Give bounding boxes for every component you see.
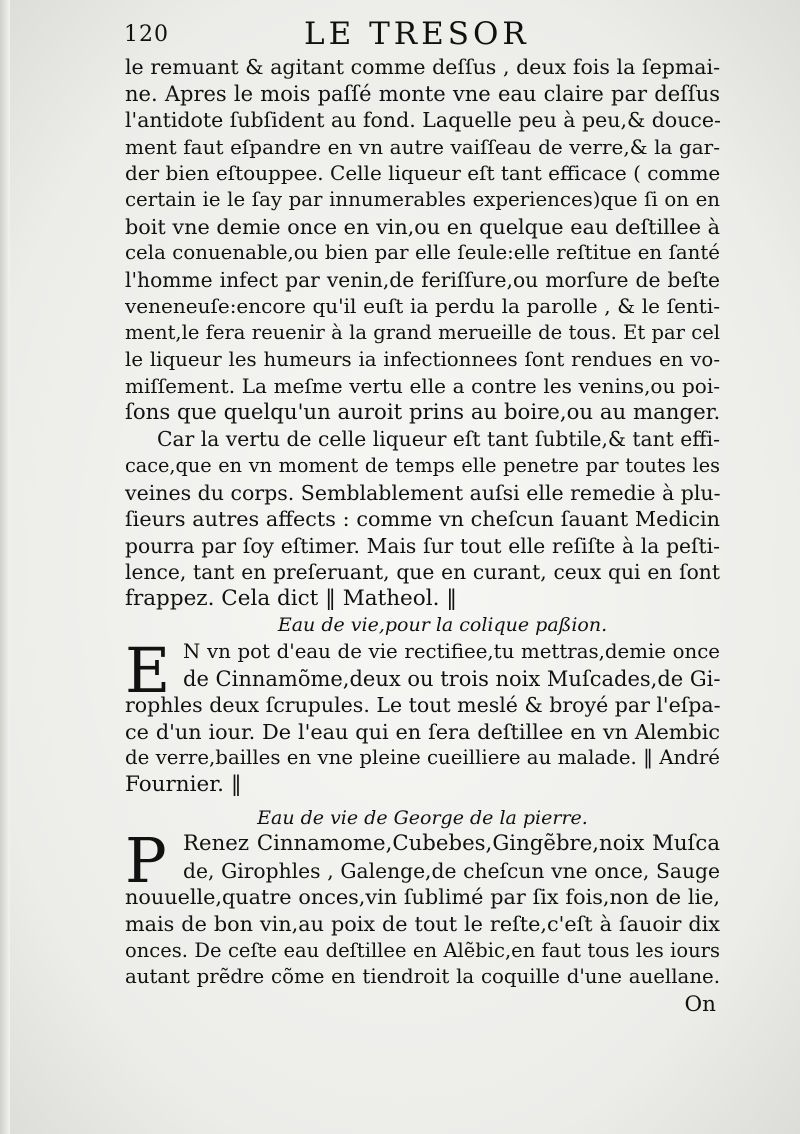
text-line: de verre,bailles en vne pleine cueilliere au malade. ‖ André [125, 746, 720, 770]
text-line: miſſement. La meſme vertu elle a contre les venins,ou poi- [125, 374, 720, 399]
text-line: ne. Apres le mois paſſé monte vne eau claire par deſſus [125, 81, 720, 106]
text-line: de, Girophles , Galenge,de cheſcun vne once, Sauge [183, 858, 720, 883]
section-heading-george: Eau de vie de George de la pierre. [257, 806, 588, 829]
text-line: boit vne demie once en vin,ou en quelque eau deſtillee à [125, 214, 720, 239]
text-line: N vn pot d'eau de vie rectifiee,tu mettras,demie once [183, 640, 720, 664]
text-line: cace,que en vn moment de temps elle penetre par toutes les [125, 453, 720, 477]
text-line: ſons que quelqu'un auroit prins au boire,ou au manger. [125, 399, 721, 425]
text-line: Renez Cinnamome,Cubebes,Gingẽbre,noix Muſca [183, 831, 720, 857]
page-gutter-shadow [0, 0, 10, 1134]
page-header [124, 14, 724, 50]
section-george [125, 824, 720, 991]
running-title: LE TRESOR [304, 16, 530, 52]
text-block [125, 54, 720, 1019]
text-line: ment,le fera reuenir à la grand merueille de tous. Et par cel [125, 320, 720, 344]
text-line: ce d'un iour. De l'eau qui en ſera deſtillee en vn Alembic [125, 719, 720, 744]
text-line: ment faut eſpandre en vn autre vaiſſeau de verre,& la gar- [125, 134, 720, 159]
text-line: le remuant & agitant comme deſſus , deux fois la ſepmai- [125, 55, 720, 79]
text-line: frappez. Cela dict ‖ Matheol. ‖ [125, 585, 458, 611]
text-line: cela conuenable,ou bien par elle ſeule:elle reſtitue en ſanté [125, 241, 720, 265]
text-line: veneneuſe:encore qu'il euſt ia perdu la parolle , & le ſenti- [125, 294, 720, 319]
text-line: mais de bon vin,au poix de tout le reſte,c'eſt à ſauoir dix [125, 912, 720, 936]
text-line: l'antidote ſubſident au fond. Laquelle peu à peu,& douce- [125, 108, 721, 133]
text-line: lence, tant en preſeruant, que en curant, ceux qui en ſont [125, 560, 720, 585]
text-line: onces. De ceſte eau deſtillee en Alẽbic,en faut tous les iours [125, 938, 720, 962]
text-line: autant prẽdre cõme en tiendroit la coquille d'une auellane. [125, 965, 720, 989]
section-heading-colique: Eau de vie,pour la colique paßion. [277, 614, 608, 637]
text-line: Car la vertu de celle liqueur eſt tant ſubtile,& tant effi- [157, 427, 720, 452]
text-line: certain ie le ſay par innumerables experiences)que ſi on en [125, 187, 720, 211]
text-line: rophles deux ſcrupules. Le tout meslé & broyé par l'eſpa- [125, 693, 721, 718]
text-line: der bien eſtouppee. Celle liqueur eſt tant efficace ( comme [125, 161, 721, 186]
drop-cap: P [125, 824, 167, 898]
paragraph-antidote [125, 54, 720, 426]
paragraph-vertu [125, 426, 720, 612]
text-line: nouuelle,quatre onces,vin ſublimé par ſix fois,non de lie, [125, 885, 720, 910]
text-line: Fournier. ‖ [125, 772, 242, 798]
text-line: veines du corps. Semblablement auſsi elle remedie à plu- [125, 480, 721, 505]
page-number: 120 [124, 22, 169, 47]
drop-cap: E [125, 634, 171, 708]
text-line: de Cinnamõme,deux ou trois noix Muſcades,de Gi- [183, 666, 721, 691]
text-line: ſieurs autres affects : comme vn cheſcun ſauant Medicin [125, 507, 720, 532]
section-colique [125, 634, 721, 799]
text-line: le liqueur les humeurs ia infectionnees ſont rendues en vo- [125, 347, 720, 371]
text-line: pourra par ſoy eſtimer. Mais ſur tout elle reſiſte à la peſti- [125, 533, 720, 558]
catchword: On [684, 991, 716, 1017]
text-line: l'homme infect par venin,de feriſſure,ou morſure de beſte [125, 267, 720, 292]
